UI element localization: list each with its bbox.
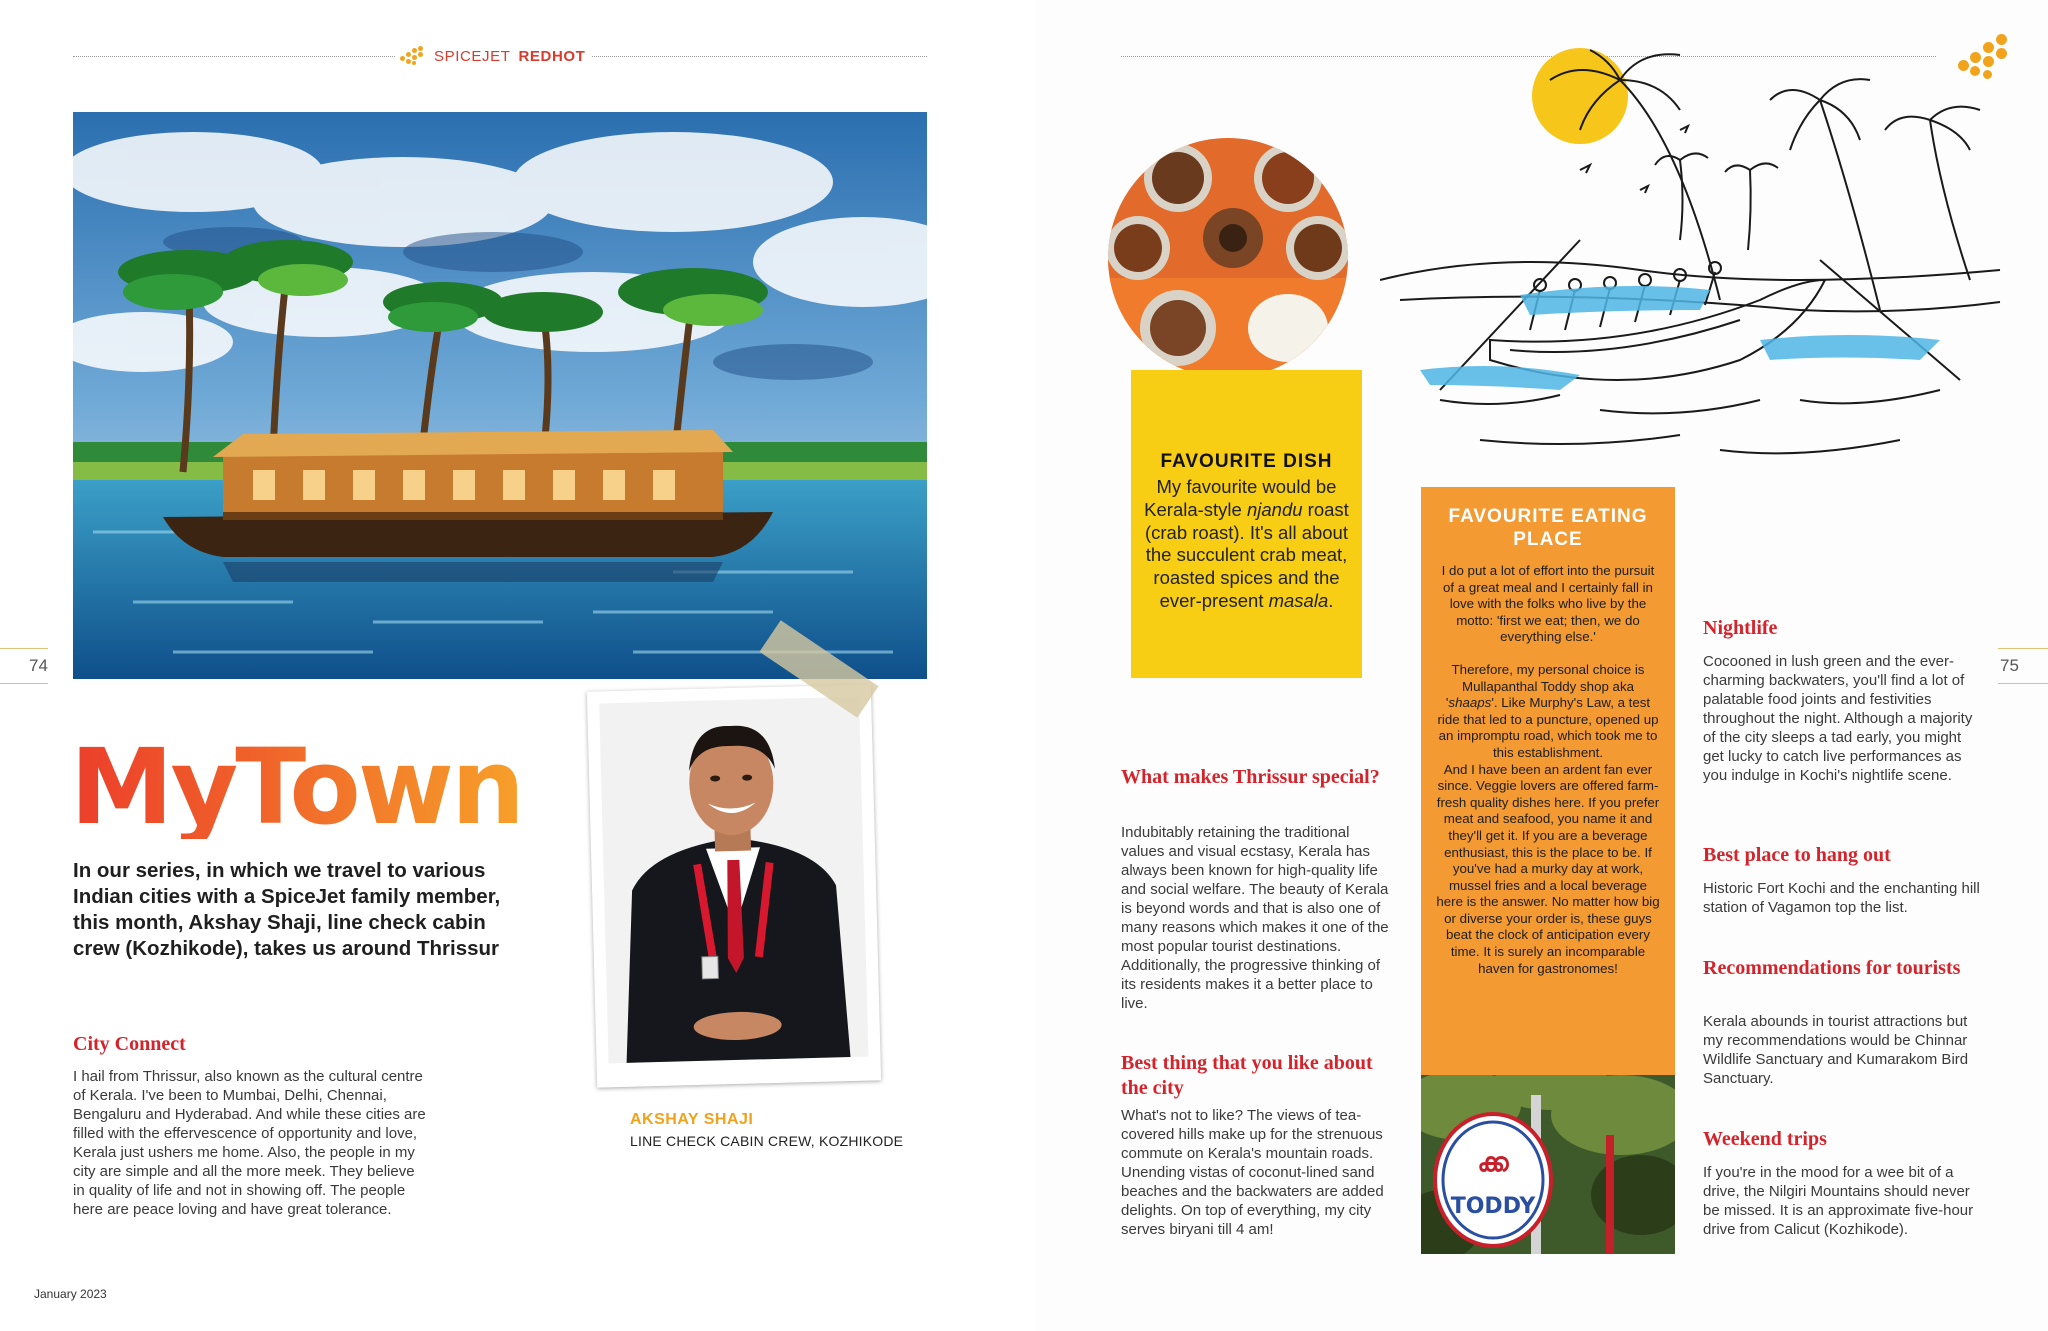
recommendations-heading: Recommendations for tourists — [1703, 957, 1961, 979]
profile-role: LINE CHECK CABIN CREW, KOZHIKODE — [630, 1133, 904, 1149]
dish-text-end: . — [1328, 589, 1334, 611]
folio-rule-right — [1998, 648, 2048, 649]
folio-rule-left — [0, 648, 48, 649]
special-heading: What makes Thrissur special? — [1121, 766, 1380, 788]
spicejet-logo-icon — [400, 46, 426, 66]
nightlife-heading: Nightlife — [1703, 617, 1778, 639]
special-text: Indubitably retaining the traditional values and visual ecstasy, Kerala has always been known for high-quality life and social welfare. The beauty of Kerala is beyond words and that is also one of many reasons which makes it one of the most popular tourist destinations. Additionally, the progressive thinking of its residents makes it a better place to live. — [1121, 824, 1389, 1012]
toddy-shop-photo — [1421, 1075, 1675, 1254]
header-brand — [400, 46, 585, 66]
city-connect-text: I hail from Thrissur, also known as the cultural centre of Kerala. I've been to Mumbai, Delhi, Chennai, Bengaluru and Hyderabad. And while these cities are filled with the effervescence of opportunity and love, Kerala just ushers me home. Also, the people in my city are simple and all the more meek. They believe in quality of life and not in showing off. The people here are peace loving and have great tolerance. — [73, 1068, 426, 1218]
place-para2-italic: shaaps — [1448, 695, 1492, 711]
city-connect-heading: City Connect — [73, 1033, 186, 1055]
hangout-text: Historic Fort Kochi and the enchanting hill station of Vagamon top the list. — [1703, 880, 1980, 916]
footer-date: January 2023 — [34, 1287, 107, 1301]
favourite-dish-title: FAVOURITE DISH — [1160, 451, 1333, 472]
place-para2-after: '. Like Murphy's Law, a test ride that led to a puncture, opened up an impromptu road, which took me to this establishment. — [1437, 695, 1659, 760]
dish-text-part2: roast (crab roast). It's all about the succulent crab meat, roasted spices and the ever-present — [1144, 498, 1349, 611]
header-brand-bold: REDHOT — [518, 47, 586, 65]
profile-name: AKSHAY SHAJI — [630, 1111, 754, 1128]
best-thing-text: What's not to like? The views of tea-covered hills make up for the strenuous commute on Kerala's mountain roads. Unending vistas of coconut-lined sand beaches and the backwaters are added delights. On top of everything, my city serves biryani till 4 am! — [1121, 1107, 1384, 1238]
header-rule-left-2 — [592, 56, 927, 57]
favourite-dish-text — [1143, 476, 1350, 613]
svg-text:ക്ക: ക്ക — [1477, 1148, 1509, 1178]
page-title: MyTown — [70, 726, 522, 848]
folio-rule-left-b — [0, 683, 48, 684]
recommendations-text: Kerala abounds in tourist attractions but my recommendations would be Chinnar Wildlife Sanctuary and Kumarakom Bird Sanctuary. — [1703, 1013, 1969, 1087]
houseboat-painting — [73, 112, 927, 679]
header-rule-left — [73, 56, 395, 57]
favourite-place-para2 — [1436, 662, 1660, 762]
nightlife-text: Cocooned in lush green and the ever-charming backwaters, you'll find a lot of palatable food joints and festivities throughout the night. Although a majority of the city sleeps a tad early, you might get lucky to catch live performances as you indulge in Kochi's nightlife scene. — [1703, 653, 1973, 784]
toddy-sign-text: TODDY — [1450, 1194, 1536, 1219]
page-number-left: 74 — [29, 656, 48, 675]
backwater-sketch-illustration — [1380, 40, 2010, 500]
favourite-place-para3: And I have been an ardent fan ever since. Veggie lovers are offered farm-fresh quality dishes here. If you prefer meat and seafood, you name it and they'll get it. If you are a beverage enthusiast, this is the place to be. If you've had a murky day at work, mussel fries and a local beverage here is the answer. No matter how big or diverse your order is, these guys beat the clock of anticipation every time. It is surely an incomparable haven for gastronomes! — [1436, 761, 1660, 976]
favourite-place-text — [1436, 563, 1660, 977]
intro-text: In our series, in which we travel to various Indian cities with a SpiceJet family member, this month, Akshay Shaji, line check cabin crew (Kozhikode), takes us around Thrissur — [73, 859, 501, 960]
dish-text-part1: My favourite would be Kerala-style — [1144, 476, 1337, 520]
dish-text-italic1: njandu — [1246, 498, 1303, 520]
place-para2-before: Therefore, my personal choice is Mullapanthal Toddy shop aka ' — [1445, 661, 1645, 711]
portrait-frame — [587, 684, 881, 1087]
dish-text-italic2: masala — [1268, 589, 1329, 611]
page-number-right: 75 — [2000, 656, 2019, 675]
hangout-heading: Best place to hang out — [1703, 844, 1891, 866]
folio-rule-right-b — [1998, 683, 2048, 684]
weekend-heading: Weekend trips — [1703, 1128, 1827, 1150]
header-brand-prefix: SPICEJET — [434, 47, 511, 65]
crab-dish-photo — [1108, 138, 1348, 378]
favourite-place-para1: I do put a lot of effort into the pursuit of a great meal and I certainly fall in love with the folks who live by the motto: 'first we eat; then, we do everything else.' — [1441, 563, 1655, 645]
best-thing-heading: Best thing that you like about the city — [1121, 1052, 1373, 1099]
favourite-place-title: FAVOURITE EATING PLACE — [1448, 506, 1648, 550]
weekend-text: If you're in the mood for a wee bit of a drive, the Nilgiri Mountains should never be missed. It is an approximate five-hour drive from Calicut (Kozhikode). — [1703, 1164, 1974, 1238]
